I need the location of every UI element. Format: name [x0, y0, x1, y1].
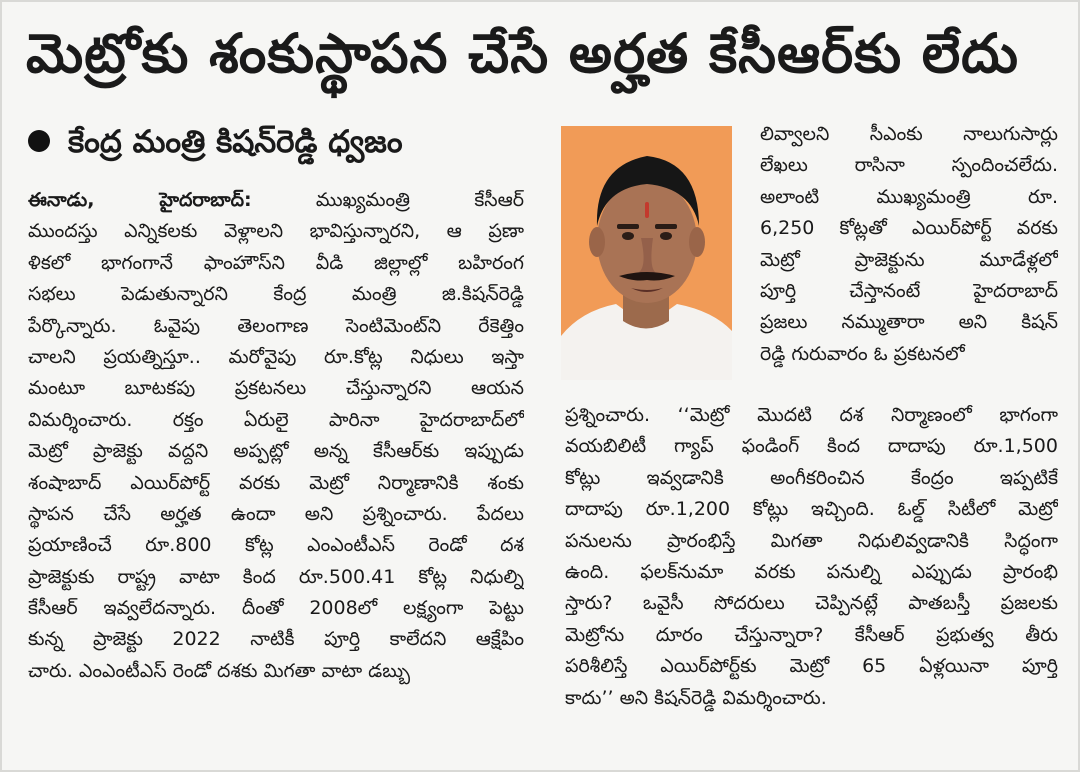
right-bottom-line: పనులను ప్రారంభిస్తే మిగతా నిధులివ్వడానికి సిద్ధంగా	[565, 529, 1058, 552]
left-column-line: మెట్రో ప్రాజెక్టు వద్దని అప్పట్లో అన్న కేసీఆర్‌కు ఇప్పుడు	[28, 440, 524, 463]
right-top-line: లేఖలు రాసినా స్పందించలేదు.	[760, 154, 1058, 177]
right-bottom-line: స్తారు? ఒవైసీ సోదరులు చెప్పినట్లే పాతబస్తీ ప్రజలకు	[565, 592, 1058, 615]
right-bottom-line: ప్రశ్నించారు. ‘‘మెట్రో మొదటి దశ నిర్మాణంలో భాగంగా	[565, 404, 1058, 426]
article-right-column-bottom	[565, 400, 1058, 714]
left-column-line: చాలని ప్రయత్నిస్తూ.. మరోవైపు రూ.కోట్ల నిధులు ఇస్తా	[28, 345, 524, 368]
right-top-line: మెట్రో ప్రాజెక్టును మూడేళ్లలో	[760, 248, 1058, 271]
left-column-line: కున్న ప్రాజెక్టు 2022 నాటికీ పూర్తి కాలేదని ఆక్షేపిం	[28, 628, 524, 651]
right-top-line: రెడ్డి గురువారం ఓ ప్రకటనలో	[760, 342, 965, 365]
bullet-icon	[28, 130, 50, 152]
left-column-line: పేర్కొన్నారు. ఓవైపు తెలంగాణ సెంటిమెంట్‌ని రేకెత్తిం	[28, 314, 524, 337]
right-top-line: పూర్తి చేస్తానంటే హైదరాబాద్	[760, 279, 1058, 302]
left-column-line: ళికలో భాగంగానే ఫాంహౌస్‌ని వీడి జిల్లాల్లో బహిరంగ	[28, 251, 524, 274]
left-column-line: స్థాపన చేసే అర్హత ఉందా అని ప్రశ్నించారు. పేదలు	[28, 502, 524, 525]
right-bottom-line: పరిశీలిస్తే ఎయిర్‌పోర్ట్‌కు మెట్రో 65 ఏళ్లయినా పూర్తి	[565, 655, 1058, 678]
right-top-line: ప్రజలు నమ్ముతారా అని కిషన్	[760, 311, 1058, 334]
right-top-line: అలాంటి ముఖ్యమంత్రి రూ.	[760, 185, 1058, 208]
right-bottom-line: కాదు’’ అని కిషన్‌రెడ్డి విమర్శించారు.	[565, 686, 827, 709]
portrait-photo	[561, 126, 732, 380]
left-column-line: సభలు పెడుతున్నారని కేంద్ర మంత్రి జి.కిషన్‌రెడ్డి	[28, 283, 524, 306]
left-column-line: ప్రాజెక్టుకు రాష్ట్ర వాటా కింద రూ.500.41 కోట్ల నిధుల్ని	[28, 565, 524, 588]
left-column-line: ముందస్తు ఎన్నికలకు వెళ్లాలని భావిస్తున్నారని, ఆ ప్రణా	[28, 220, 524, 243]
left-column-line: విమర్శించారు. రక్తం ఏరులై పారినా హైదరాబాద్‌లో	[28, 408, 524, 431]
article-left-column	[28, 185, 524, 687]
headline: మెట్రోకు శంకుస్థాపన చేసే అర్హత కేసీఆర్‌కు లేదు	[26, 22, 1019, 85]
right-top-line: లివ్వాలని సీఎంకు నాలుగుసార్లు	[760, 123, 1058, 145]
right-bottom-line: కోట్లు ఇవ్వడానికి అంగీకరించిన కేంద్రం ఇప్పటికే	[565, 466, 1058, 489]
right-bottom-line: వయబిలిటీ గ్యాప్ ఫండింగ్ కింద దాదాపు రూ.1,500	[565, 435, 1058, 458]
article-right-column-top	[760, 119, 1058, 370]
left-column-line	[28, 185, 524, 216]
right-bottom-line: దాదాపు రూ.1,200 కోట్లు ఇచ్చింది. ఓల్డ్ సిటీలో మెట్రో	[565, 498, 1058, 521]
portrait-illustration	[561, 126, 732, 380]
left-column-line: మంటూ బూటకపు ప్రకటనలు చేస్తున్నారని ఆయన	[28, 377, 524, 400]
left-column-line: ప్రయాణించే రూ.800 కోట్ల ఎంఎంటీఎస్ రెండో దశ	[28, 534, 524, 557]
body-text: ముఖ్యమంత్రి కేసీఆర్	[315, 189, 524, 211]
right-bottom-line: మెట్రోను దూరం చేస్తున్నారా? కేసీఆర్ ప్రభుత్వ తీరు	[565, 623, 1058, 646]
left-column-line: శంషాబాద్ ఎయిర్‌పోర్ట్ వరకు మెట్రో నిర్మాణానికి శంకు	[28, 471, 524, 494]
left-column-line: చారు. ఎంఎంటీఎస్ రెండో దశకు మిగతా వాటా డబ్బు	[28, 659, 411, 682]
dateline: ఈనాడు, హైదరాబాద్:	[28, 189, 252, 211]
right-top-line: 6,250 కోట్లతో ఎయిర్‌పోర్ట్ వరకు	[760, 217, 1058, 240]
subheadline-text: కేంద్ర మంత్రి కిషన్‌రెడ్డి ధ్వజం	[68, 124, 403, 160]
subheadline	[28, 120, 548, 164]
right-bottom-line: ఉంది. ఫలక్‌నుమా వరకు పనుల్ని ఎప్పుడు ప్రారంభి	[565, 560, 1058, 583]
left-column-line: కేసీఆర్ ఇవ్వలేదన్నారు. దీంతో 2008లో లక్ష్యంగా పెట్టు	[28, 597, 524, 620]
